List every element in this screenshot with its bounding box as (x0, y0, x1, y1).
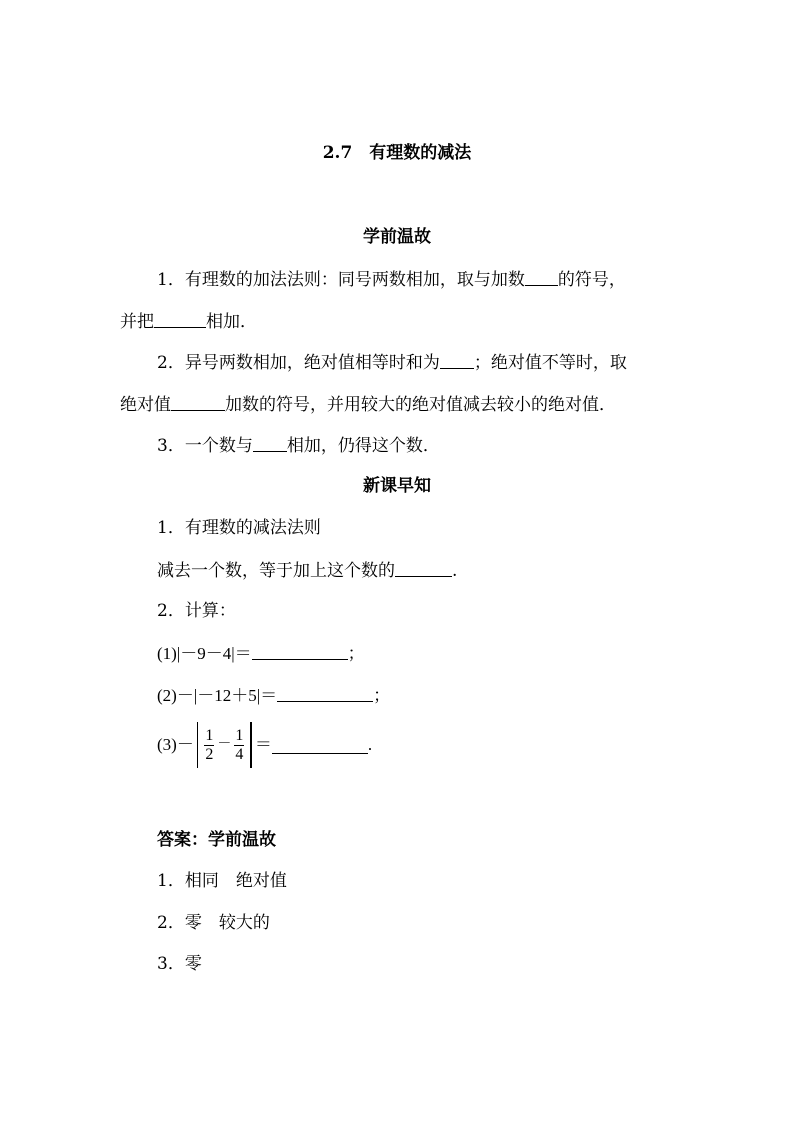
review-item-3 (157, 434, 440, 457)
lesson-item-2: 2．计算： (157, 601, 236, 621)
fill-blank[interactable] (171, 393, 225, 411)
calc-2-end: ； (373, 686, 391, 705)
absolute-value-expression (194, 720, 255, 770)
answer-2: 2．零 较大的 (157, 913, 270, 933)
review-item-1-line-1 (157, 268, 626, 291)
fill-blank[interactable] (395, 559, 452, 577)
fraction-denominator: 4 (235, 745, 244, 763)
answer-1: 1．相同 绝对值 (157, 871, 287, 891)
subtraction-rule-line (157, 559, 457, 582)
fill-blank[interactable] (253, 434, 287, 452)
calc-3 (157, 719, 372, 769)
review-item-3-text-a: 3．一个数与 (157, 436, 253, 456)
calc-1 (157, 642, 365, 665)
fill-blank[interactable] (154, 310, 206, 328)
calc-3-end: . (367, 735, 373, 755)
equals-sign: ＝ (254, 735, 272, 755)
abs-bar-left (197, 722, 199, 768)
fraction-one-quarter (234, 727, 244, 764)
minus-sign: － (217, 737, 232, 753)
review-item-1-text-c: 并把 (120, 312, 154, 332)
section-heading-review: 学前温故 (363, 227, 431, 247)
calc-1-expression: (1)|－9－4|＝ (157, 644, 252, 663)
fraction-denominator: 2 (205, 745, 214, 763)
review-item-2-text-a: 2．异号两数相加，绝对值相等时和为 (157, 353, 440, 373)
calc-2 (157, 684, 390, 707)
review-item-2-line-2 (120, 393, 616, 416)
review-item-2-text-d: 加数的符号，并用较大的绝对值减去较小的绝对值． (225, 395, 616, 415)
review-item-2-text-b: ；绝对值不等时，取 (473, 353, 627, 373)
review-item-1-text-d: 相加． (206, 312, 257, 332)
subtraction-rule-end: . (452, 561, 458, 581)
review-item-1-text-a: 1．有理数的加法法则：同号两数相加，取与加数 (157, 270, 525, 290)
abs-bar-right (250, 722, 252, 768)
review-item-1-text-b: 的符号， (557, 270, 626, 290)
fraction-numerator: 1 (205, 726, 214, 744)
section-heading-new-lesson: 新课早知 (363, 476, 431, 496)
answer-blank[interactable] (252, 642, 348, 660)
fill-blank[interactable] (525, 268, 558, 286)
subtraction-rule-text: 减去一个数，等于加上这个数的 (157, 561, 395, 581)
review-item-2-text-c: 绝对值 (120, 395, 171, 415)
fraction-one-half (204, 727, 214, 764)
fill-blank[interactable] (440, 351, 474, 369)
review-item-1-line-2 (120, 310, 257, 333)
calc-2-expression: (2)－|－12＋5|＝ (157, 686, 278, 705)
answer-3: 3．零 (157, 954, 202, 974)
review-item-2-line-1 (157, 351, 627, 374)
lesson-item-1: 1．有理数的减法法则 (157, 518, 321, 538)
answers-heading: 答案：学前温故 (157, 830, 276, 850)
review-item-3-text-b: 相加，仍得这个数． (286, 436, 440, 456)
answer-blank[interactable] (277, 684, 373, 702)
answer-blank[interactable] (272, 736, 368, 754)
page-title: 2.7 有理数的减法 (322, 143, 472, 163)
fraction-numerator: 1 (235, 726, 244, 744)
calc-1-end: ； (347, 644, 365, 663)
calc-3-prefix: (3)－ (157, 735, 194, 755)
